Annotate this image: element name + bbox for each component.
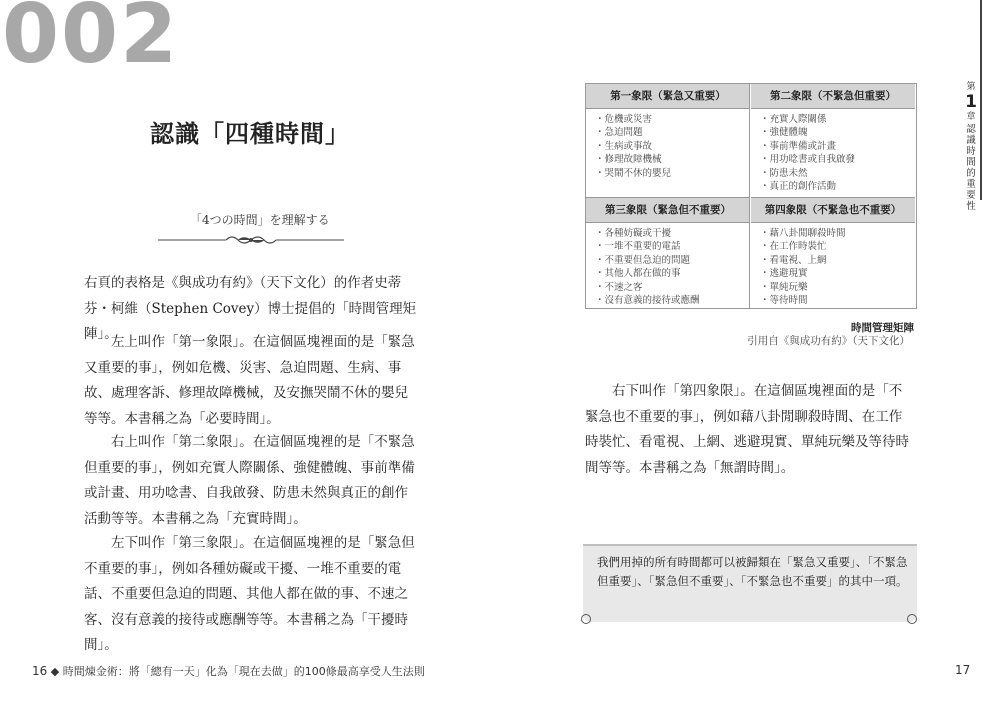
list-item: ・ 單純玩樂 (760, 281, 915, 294)
chapter-title: 認 識 時 間 的 重 要 性 (966, 124, 976, 212)
section-title: 認識「四種時間」 (150, 119, 350, 148)
list-item: ・ 看電視、上網 (760, 254, 915, 267)
page-number-right: 17 (955, 663, 971, 677)
matrix-caption-title: 時間管理矩陣 (851, 322, 914, 334)
list-item: ・ 急迫問題 (595, 126, 750, 139)
list-item: ・ 各種妨礙或干擾 (595, 227, 750, 240)
quadrant-4 (751, 197, 915, 307)
list-item: ・ 等待時間 (760, 294, 915, 307)
corner-circle-icon (581, 614, 591, 624)
quadrant-2-header: 第二象限（不緊急但重要） (751, 84, 915, 109)
matrix-caption-source: 引用自《與成功有約》（天下文化） (747, 335, 910, 347)
list-item: ・ 危機或災害 (595, 113, 750, 126)
footer-right (955, 663, 970, 677)
list-item: ・ 生病或事故 (595, 140, 750, 153)
footer-left (32, 663, 425, 679)
list-item: ・ 逃避現實 (760, 267, 915, 280)
paragraph-quadrant-3: 左下叫作「第三象限」。在這個區塊裡的是「緊急但不重要的事」，例如各種妨礙或干擾、一堆不重要的電話、不重要但急迫的問題、其他人都在做的事、不速之客、沒有意義的接待或應酬等等。本書稱之為「干擾時間」。 (84, 535, 415, 654)
paragraph-quadrant-4: 右下叫作「第四象限」。在這個區塊裡面的是「不緊急也不重要的事」，例如藉八卦閒聊殺時間、在工作時裝忙、看電視、上網、逃避現實、單純玩樂及等待時間等等。本書稱之為「無謂時間」。 (585, 383, 909, 476)
quadrant-3 (586, 197, 750, 307)
list-item: ・ 一堆不重要的電話 (595, 240, 750, 253)
quadrant-1-header: 第一象限（緊急又重要） (586, 84, 750, 109)
list-item: ・ 哭鬧不休的嬰兒 (595, 167, 750, 180)
page-number-left: 16 (32, 664, 48, 678)
chapter-tab (962, 82, 980, 212)
list-item: ・ 真正的創作活動 (760, 180, 915, 193)
list-item: ・ 事前準備或計畫 (760, 140, 915, 153)
quadrant-3-header: 第三象限（緊急但不重要） (586, 197, 750, 223)
quadrant-4-header: 第四象限（不緊急也不重要） (751, 197, 915, 223)
time-management-matrix (585, 83, 917, 309)
corner-circle-icon (907, 614, 917, 624)
list-item: ・ 沒有意義的接待或應酬 (595, 294, 750, 307)
matrix-divider (749, 83, 750, 309)
quadrant-2 (751, 84, 915, 193)
list-item: ・ 在工作時裝忙 (760, 240, 915, 253)
list-item: ・ 其他人都在做的事 (595, 267, 750, 280)
summary-text: 我們用掉的所有時間都可以被歸類在「緊急又重要」、「不緊急但重要」、「緊急但不重要」、「不緊急也不重要」的其中一項。 (597, 555, 908, 588)
list-item: ・ 不速之客 (595, 281, 750, 294)
chapter-number: 1 (965, 92, 977, 112)
list-item: ・ 不重要但急迫的問題 (595, 254, 750, 267)
list-item: ・ 強健體魄 (760, 126, 915, 139)
chapter-section-number: 002 (2, 0, 180, 82)
chapter-prefix: 第 (966, 82, 976, 92)
chapter-tab-rule (980, 0, 982, 200)
list-item: ・ 防患未然 (760, 167, 915, 180)
paragraph-quadrant-2: 右上叫作「第二象限」。在這個區塊裡的是「不緊急但重要的事」，例如充實人際關係、強健體魄、事前準備或計畫、用功唸書、自我啟發、防患未然與真正的創作活動等等。本書稱之為「充實時間」。 (84, 434, 415, 527)
list-item: ・ 藉八卦閒聊殺時間 (760, 227, 915, 240)
list-item: ・ 充實人際關係 (760, 113, 915, 126)
footer-book-title: 時間煉金術：將「總有一天」化為「現在去做」的100條最高享受人生法則 (62, 665, 425, 678)
paragraph-intro: 右頁的表格是《與成功有約》（天下文化）的作者史蒂芬・柯維（Stephen Covey）博士提倡的「時間管理矩陣」。 (84, 275, 417, 343)
section-subtitle: 「4つの時間」を理解する (190, 213, 330, 227)
list-item: ・ 用功唸書或自我啟發 (760, 153, 915, 166)
paragraph-quadrant-1: 左上叫作「第一象限」。在這個區塊裡面的是「緊急又重要的事」，例如危機、災害、急迫問題、生病、事故、處理客訴、修理故障機械，及安撫哭鬧不休的嬰兒等等。本書稱之為「必要時間」。 (84, 334, 415, 427)
ornament-divider (158, 232, 344, 248)
list-item: ・ 修理故障機械 (595, 153, 750, 166)
footer-diamond-icon: ◆ (50, 665, 63, 678)
quadrant-1 (586, 84, 750, 180)
chapter-suffix: 章 (966, 112, 976, 122)
